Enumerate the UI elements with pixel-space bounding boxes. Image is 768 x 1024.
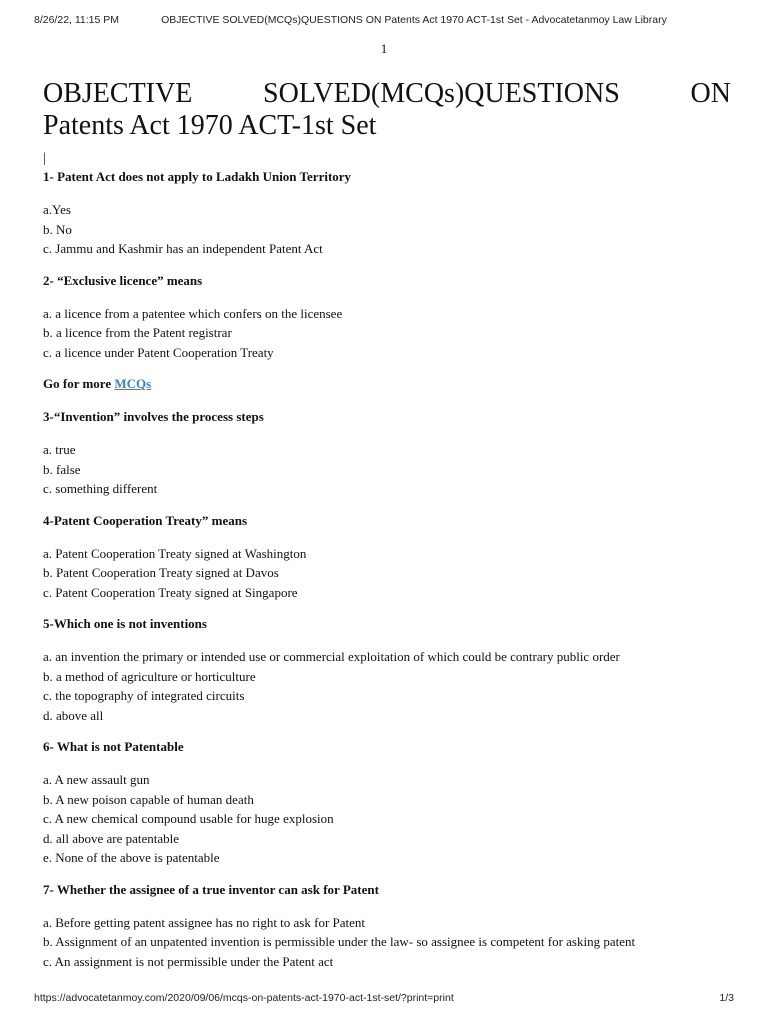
title-line-2: Patents Act 1970 ACT-1st Set <box>43 110 377 141</box>
option: d. above all <box>43 707 104 723</box>
title-word: SOLVED(MCQs)QUESTIONS <box>263 78 620 109</box>
option: b. a licence from the Patent registrar <box>43 325 232 340</box>
option: b. No <box>43 221 72 237</box>
option: b. A new poison capable of human death <box>43 791 254 807</box>
print-page-count: 1/3 <box>719 992 734 1004</box>
question-7: 7- Whether the assignee of a true inventor can ask for Patent <box>43 881 379 897</box>
option: a. true <box>43 442 76 457</box>
option: c. Patent Cooperation Treaty signed at Singapore <box>43 584 298 600</box>
option: a. an invention the primary or intended use or commercial exploitation of which could be contrary public order <box>43 649 620 664</box>
options-list-3 <box>43 440 731 499</box>
option: c. something different <box>43 481 158 496</box>
print-header <box>34 14 734 26</box>
print-datetime: 8/26/22, 11:15 PM <box>34 14 120 26</box>
options-list-2 <box>43 304 731 363</box>
mcqs-link[interactable]: MCQs <box>114 376 152 391</box>
option: b. a method of agriculture or horticulture <box>43 668 256 684</box>
page-number: 1 <box>380 41 388 56</box>
print-footer <box>34 992 734 1004</box>
question-4: 4-Patent Cooperation Treaty” means <box>43 512 248 528</box>
question-6: 6- What is not Patentable <box>43 739 184 754</box>
print-footer-url: https://advocatetanmoy.com/2020/09/06/mcqs-on-patents-act-1970-act-1st-set/?print=print <box>34 992 454 1004</box>
options-list-1 <box>43 200 731 259</box>
question-5: 5-Which one is not inventions <box>43 616 207 631</box>
more-mcqs-prefix: Go for more <box>43 376 115 391</box>
print-header-title: OBJECTIVE SOLVED(MCQs)QUESTIONS ON Patents Act 1970 ACT-1st Set - Advocatetanmoy Law Library <box>161 14 667 26</box>
question-1: 1- Patent Act does not apply to Ladakh Union Territory <box>43 169 352 184</box>
option: c. the topography of integrated circuits <box>43 688 245 703</box>
title-line-1 <box>43 78 731 110</box>
option: a. Before getting patent assignee has no right to ask for Patent <box>43 914 366 930</box>
option: d. all above are patentable <box>43 830 180 846</box>
option: b. Assignment of an unpatented invention is permissible under the law- so assignee is competent for asking patent <box>43 934 636 949</box>
option: a. A new assault gun <box>43 772 150 787</box>
option: c. Jammu and Kashmir has an independent Patent Act <box>43 241 323 256</box>
option: b. Patent Cooperation Treaty signed at Davos <box>43 565 279 580</box>
option: c. An assignment is not permissible under the Patent act <box>43 953 334 969</box>
option: a. a licence from a patentee which confers on the licensee <box>43 305 343 321</box>
option: a. Patent Cooperation Treaty signed at Washington <box>43 545 307 561</box>
more-mcqs-line <box>43 375 731 393</box>
options-list-7 <box>43 913 731 972</box>
question-2: 2- “Exclusive licence” means <box>43 272 203 288</box>
article-content <box>43 78 731 971</box>
option: e. None of the above is patentable <box>43 850 220 865</box>
text-cursor-mark: | <box>43 151 46 166</box>
option: c. a licence under Patent Cooperation Treaty <box>43 344 274 360</box>
options-list-5 <box>43 647 731 725</box>
option: c. A new chemical compound usable for huge explosion <box>43 811 334 826</box>
options-list-4 <box>43 544 731 603</box>
title-word: OBJECTIVE <box>43 78 193 109</box>
question-3: 3-“Invention” involves the process steps <box>43 409 264 424</box>
article-title <box>43 78 731 142</box>
option: b. false <box>43 461 81 477</box>
option: a.Yes <box>43 202 71 217</box>
options-list-6 <box>43 770 731 868</box>
title-word: ON <box>690 78 731 109</box>
